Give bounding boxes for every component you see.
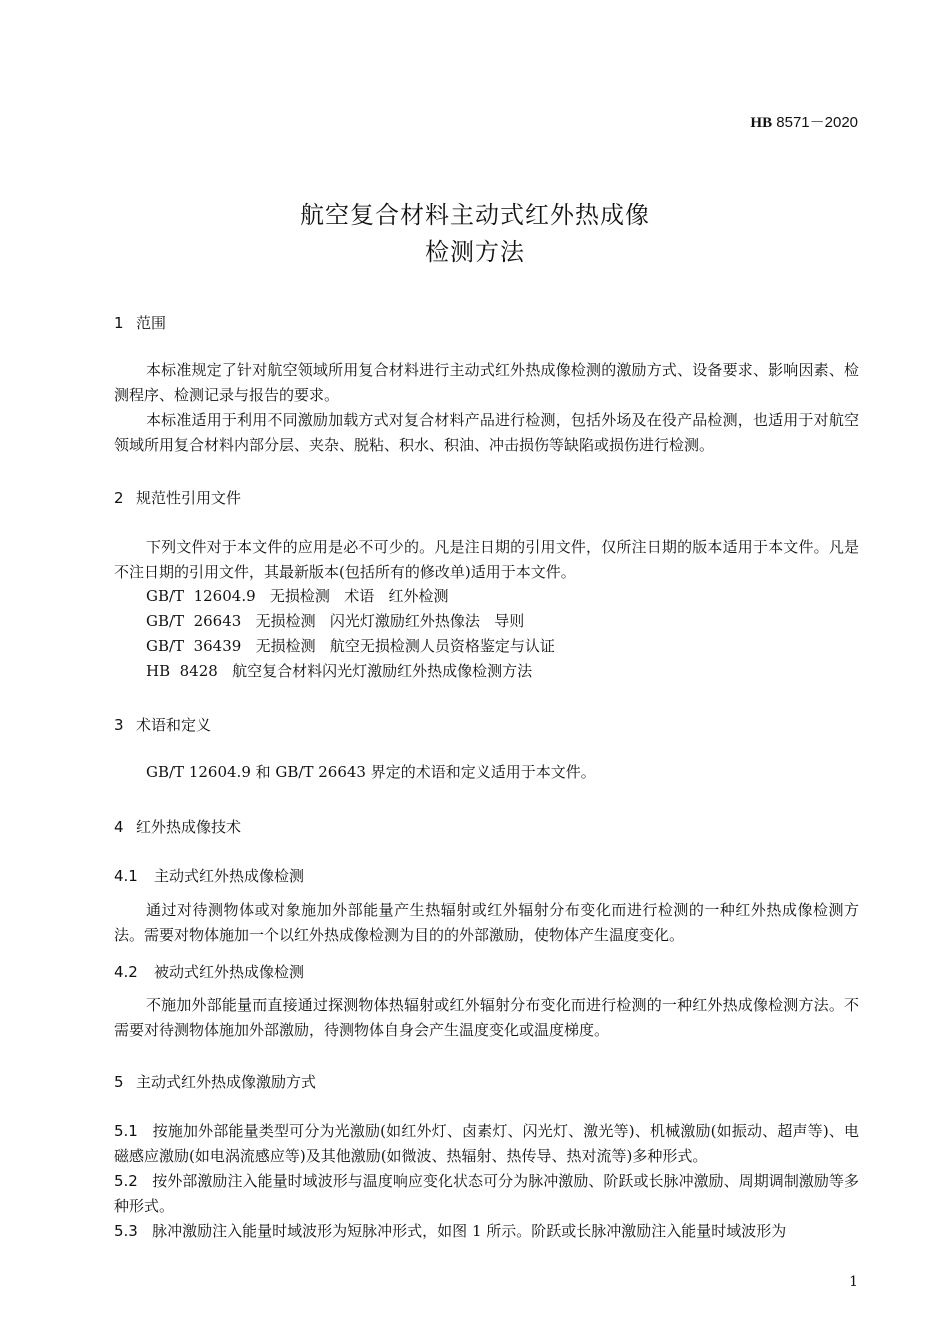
section-4-1-number: 4.1 <box>114 867 138 885</box>
section-4-2-title: 被动式红外热成像检测 <box>154 963 305 981</box>
section-4-number: 4 <box>114 818 124 836</box>
section-2-heading <box>114 487 241 508</box>
section-1-number: 1 <box>114 314 124 332</box>
section-2-paragraph-1: 下列文件对于本文件的应用是必不可少的。凡是注日期的引用文件，仅所注日期的版本适用于本文件。凡是不注日期的引用文件，其最新版本(包括所有的修改单)适用于本文件。 <box>114 538 859 581</box>
section-5-heading <box>114 1071 316 1092</box>
standard-code-number: 8571－2020 <box>772 114 858 131</box>
clause-5-1-text: 按施加外部能量类型可分为光激励(如红外灯、卤素灯、闪光灯、激光等)、机械激励(如振动、超声等)、电磁感应激励(如电涡流感应等)及其他激励(如微波、热辐射、热传导、热对流等)多种形式。 <box>114 1122 859 1165</box>
section-1-paragraph-2: 本标准适用于利用不同激励加载方式对复合材料产品进行检测，包括外场及在役产品检测，也适用于对航空领域所用复合材料内部分层、夹杂、脱粘、积水、积油、冲击损伤等缺陷或损伤进行检测。 <box>114 411 859 454</box>
clause-5-1-number: 5.1 <box>114 1122 138 1140</box>
section-4-title: 红外热成像技术 <box>136 818 242 836</box>
section-5-number: 5 <box>114 1073 124 1091</box>
document-title-line1: 航空复合材料主动式红外热成像 <box>300 201 650 229</box>
section-3-paragraph-1: GB/T 12604.9 和 GB/T 26643 界定的术语和定义适用于本文件。 <box>146 763 596 781</box>
clause-5-3-text: 脉冲激励注入能量时域波形为短脉冲形式，如图 1 所示。阶跃或长脉冲激励注入能量时域波形为 <box>152 1222 787 1240</box>
section-4-1-title: 主动式红外热成像检测 <box>154 867 305 885</box>
section-4-2-number: 4.2 <box>114 963 138 981</box>
standard-code <box>750 111 858 132</box>
section-1-title: 范围 <box>136 314 167 332</box>
section-3-title: 术语和定义 <box>136 716 212 734</box>
section-2-title: 规范性引用文件 <box>136 489 242 507</box>
section-4-heading <box>114 816 241 837</box>
reference-item: HB 8428 航空复合材料闪光灯激励红外热成像检测方法 <box>146 662 533 680</box>
reference-item: GB/T 12604.9 无损检测 术语 红外检测 <box>146 587 449 605</box>
section-3-heading <box>114 714 211 735</box>
document-title-line2: 检测方法 <box>425 238 525 266</box>
page-number: 1 <box>849 1274 858 1290</box>
section-4-2-paragraph: 不施加外部能量而直接通过探测物体热辐射或红外辐射分布变化而进行检测的一种红外热成像检测方法。不需要对待测物体施加外部激励，待测物体自身会产生温度变化或温度梯度。 <box>114 996 859 1039</box>
section-4-1-paragraph: 通过对待测物体或对象施加外部能量产生热辐射或红外辐射分布变化而进行检测的一种红外热成像检测方法。需要对物体施加一个以红外热成像检测为目的的外部激励，使物体产生温度变化。 <box>114 901 859 944</box>
standard-code-prefix: HB <box>750 115 773 131</box>
section-5-title: 主动式红外热成像激励方式 <box>136 1073 317 1091</box>
reference-item: GB/T 36439 无损检测 航空无损检测人员资格鉴定与认证 <box>146 637 555 655</box>
reference-item: GB/T 26643 无损检测 闪光灯激励红外热像法 导则 <box>146 612 525 630</box>
clause-5-2-text: 按外部激励注入能量时域波形与温度响应变化状态可分为脉冲激励、阶跃或长脉冲激励、周期调制激励等多种形式。 <box>114 1172 859 1215</box>
clause-5-3-number: 5.3 <box>114 1222 138 1240</box>
section-2-number: 2 <box>114 489 124 507</box>
clause-5-1 <box>114 1119 859 1169</box>
section-4-1-heading <box>114 865 304 886</box>
clause-5-2 <box>114 1169 859 1219</box>
section-1-heading <box>114 312 166 333</box>
clause-5-3 <box>114 1219 859 1244</box>
section-1-paragraph-1: 本标准规定了针对航空领域所用复合材料进行主动式红外热成像检测的激励方式、设备要求、影响因素、检测程序、检测记录与报告的要求。 <box>114 361 859 404</box>
clause-5-2-number: 5.2 <box>114 1172 138 1190</box>
section-4-2-heading <box>114 961 304 982</box>
section-3-number: 3 <box>114 716 124 734</box>
